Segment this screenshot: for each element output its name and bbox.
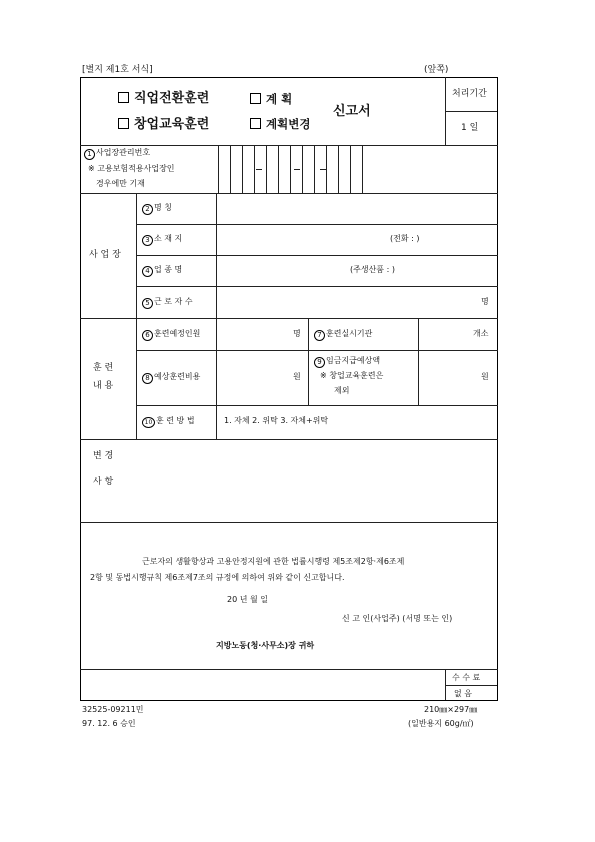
declaration-signer[interactable]: 신 고 인(사업주) (서명 또는 인): [342, 614, 453, 623]
report-title: 신고서: [333, 104, 371, 119]
wage-estimate-note-2: 제외: [334, 386, 350, 395]
expected-cost-unit: 원: [293, 372, 301, 381]
workplace-section-label: 사 업 장: [89, 250, 121, 260]
fee-label: 수 수 료: [452, 673, 481, 682]
processing-period-value: 1 일: [461, 123, 479, 133]
checkbox-icon[interactable]: [118, 92, 129, 103]
expected-cost-label: 8 예상훈련비용: [142, 373, 200, 384]
declaration-date[interactable]: 20 년 월 일: [227, 595, 268, 604]
fee-value: 없 음: [454, 689, 472, 698]
workers-count-input[interactable]: [217, 287, 477, 317]
planned-trainees-input[interactable]: [217, 319, 291, 349]
page-side-label: (앞쪽): [424, 65, 449, 75]
training-institution-label: 7 훈련실시기관: [314, 330, 372, 341]
wage-estimate-label: 9 임금지급예상액: [314, 357, 380, 368]
option-plan-change[interactable]: [250, 118, 310, 131]
paper-size: 210㎜×297㎜: [424, 705, 478, 714]
declaration-text-1: 근로자의 생활향상과 고용안정지원에 관한 법률시행령 제5조제2항·제6조제: [142, 557, 405, 566]
mgmt-number-input[interactable]: [219, 146, 497, 192]
workplace-name-input[interactable]: [217, 194, 497, 224]
form-code: 32525-09211민: [82, 705, 144, 714]
workplace-industry-label: 4 업 종 명: [142, 266, 182, 277]
workplace-name-label: 2 명 칭: [142, 204, 172, 215]
mgmt-number-label: 1 사업장관리번호: [84, 149, 150, 160]
training-institution-unit: 개소: [473, 329, 489, 338]
expected-cost-input[interactable]: [217, 351, 291, 404]
processing-period-label: 처리기간: [452, 89, 487, 99]
workers-count-label: 5 근 로 자 수: [142, 298, 193, 309]
workplace-address-label: 3 소 재 지: [142, 235, 182, 246]
form-reference: [별지 제1호 서식]: [82, 65, 153, 75]
option-change-label: 계획변경: [266, 117, 311, 131]
paper-type: (일반용지 60g/㎡): [408, 719, 474, 728]
planned-trainees-unit: 명: [293, 329, 301, 338]
option-startup-label: 창업교육훈련: [134, 117, 210, 132]
planned-trainees-label: 6 훈련예정인원: [142, 330, 200, 341]
wage-estimate-input[interactable]: [419, 351, 477, 404]
declaration-text-2: 2항 및 동법시행규칙 제6조제7조의 규정에 의하여 위와 같이 신고합니다.: [90, 573, 345, 582]
wage-estimate-unit: 원: [481, 372, 489, 381]
option-plan[interactable]: [250, 93, 292, 106]
checkbox-icon[interactable]: [118, 118, 129, 129]
wage-estimate-note-1: ※ 창업교육훈련은: [320, 371, 384, 380]
mgmt-note-2: 경우에만 기재: [96, 179, 145, 188]
declaration-recipient: 지방노동(청·사무소)장 귀하: [216, 641, 315, 650]
workers-count-unit: 명: [481, 297, 489, 306]
option-transition-training[interactable]: [118, 92, 209, 105]
option-plan-label: 계 획: [266, 92, 293, 106]
workplace-address-input[interactable]: [217, 225, 387, 255]
workplace-phone-label: (전화 : ): [390, 234, 420, 243]
changes-label-2: 사 항: [93, 477, 114, 487]
workplace-product-label: (주생산품 : ): [350, 265, 395, 274]
approval-date: 97. 12. 6 승인: [82, 719, 136, 728]
workplace-industry-input[interactable]: [217, 256, 347, 286]
option-startup-training[interactable]: [118, 118, 209, 131]
training-method-options[interactable]: 1. 자체 2. 위탁 3. 자체+위탁: [224, 416, 329, 425]
training-section-label-1: 훈 련: [93, 363, 114, 373]
training-institution-input[interactable]: [419, 319, 471, 349]
changes-label-1: 변 경: [93, 451, 114, 461]
changes-input[interactable]: [137, 440, 497, 522]
training-method-label: 10 훈 련 방 법: [142, 417, 195, 428]
option-transition-label: 직업전환훈련: [134, 91, 210, 106]
checkbox-icon[interactable]: [250, 118, 261, 129]
training-section-label-2: 내 용: [93, 381, 114, 391]
checkbox-icon[interactable]: [250, 93, 261, 104]
mgmt-note-1: ※ 고용보험적용사업장인: [88, 164, 175, 173]
